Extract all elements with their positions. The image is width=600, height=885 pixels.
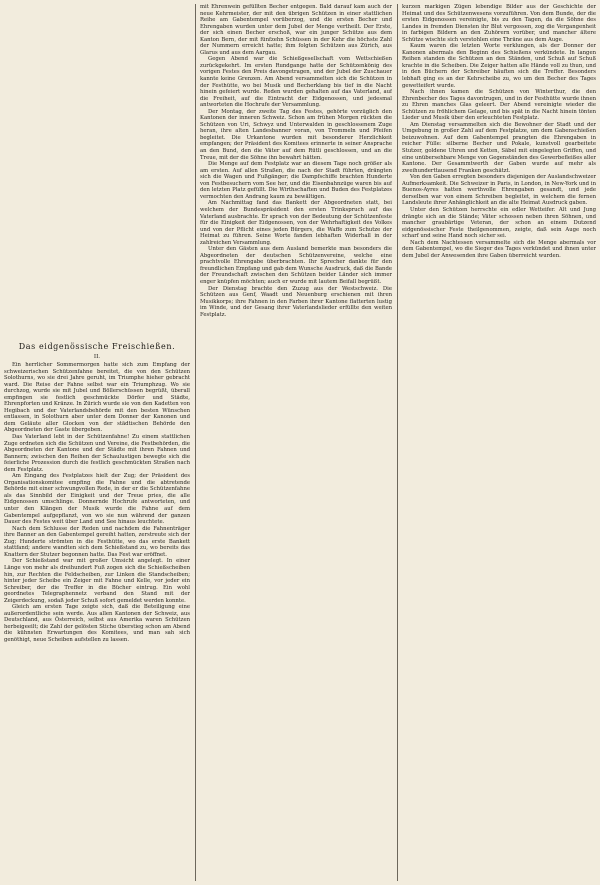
paragraph: kurzen markigen Zügen lebendige Bilder aus der Geschichte der Heimat und des Schützenwesens vorzuführen. Von dem Bunde, der die ersten Eidgenossen vereinigte, bis zu den Tagen, da die Söhne des Landes in fremden Diensten ihr Blut vergossen, zog die Vergangenheit in farbigen Bildern an den Zuhörern vorüber, und mancher ältere Schütze wischte sich verstohlen eine Thräne aus dem Auge. bbox=[402, 4, 596, 43]
column-middle bbox=[200, 4, 392, 881]
paragraph: Der Dienstag brachte den Zuzug aus der Westschweiz. Die Schützen aus Genf, Waadt und Neuenburg erschienen mit ihren Musikkorps; ihre Fahnen in den Farben ihrer Kantone flatterten lustig im Winde, und der Gesang ihrer Vaterlandslieder erfüllte den weiten Festplatz. bbox=[200, 285, 392, 318]
column-right bbox=[402, 4, 596, 881]
paragraph: Unter den Gästen aus dem Ausland bemerkte man besonders die Abgeordneten der deutschen Schützenvereine, welche eine prachtvolle Ehrengabe überbrachten. Ihr Sprecher dankte für den freundlichen Empfang und gab dem Wunsche Ausdruck, daß die Bande der Freundschaft zwischen den Schützen beider Länder sich immer enger knüpfen möchten; auch er wurde mit lautem Beifall begrüßt. bbox=[200, 246, 392, 285]
paragraph: Gleich am ersten Tage zeigte sich, daß die Beteiligung eine außerordentliche sein werde. Aus allen Kantonen der Schweiz, aus Deutschland, aus Österreich, selbst aus Amerika waren Schützen herbeigeeilt; die Zahl der gelösten Stiche überstieg schon am Abend die kühnsten Erwartungen des Komitees, und man sah sich genöthigt, neue Scheiben aufstellen zu lassen. bbox=[4, 604, 190, 643]
paragraph: Nach dem Nachtessen versammelte sich die Menge abermals vor dem Gabentempel, wo die Sieger des Tages verkündet und ihnen unter dem Jubel der Anwesenden ihre Gaben überreicht wurden. bbox=[402, 239, 596, 259]
column-divider bbox=[397, 4, 398, 881]
paragraph: Nach ihnen kamen die Schützen von Winterthur, die den Ehrenbecher des Tages davontrugen, und in der Festhütte wurde ihnen zu Ehren manches Glas geleert. Der Abend vereinigte wieder die Schützen zu fröhlichem Gelage, und bis spät in die Nacht hinein tönten Lieder und Musik über den erleuchteten Festplatz. bbox=[402, 89, 596, 122]
paragraph: Unter den Schützen herrschte ein edler Wetteifer. Alt und Jung drängte sich an die Stände; Väter schossen neben ihren Söhnen, und mancher graubärtige Veteran, der schon an einem Dutzend eidgenössischer Feste theilgenommen, zeigte, daß sein Auge noch scharf und seine Hand noch sicher sei. bbox=[402, 206, 596, 240]
paragraph: mit Ehrenwein gefüllten Becher entgegen. Bald darauf kam auch der neue Kehrmeister, der mit den übrigen Schützen in einer stattlichen Reihe am Gabentempel vorüberzog, und die ersten Becher und Ehrengaben wurden unter dem Jubel der Menge vertheilt. Der Erste, der sich einen Becher erschoß, war ein junger Schütze aus dem Kanton Bern, der mit fünfzehn Schüssen in der Kehr die höchste Zahl der Nummern erreicht hatte; ihm folgten Schützen aus Zürich, aus Glarus und aus dem Aargau. bbox=[200, 4, 392, 56]
article-part-number: II. bbox=[93, 354, 101, 360]
paragraph: Die Menge auf dem Festplatz war an diesem Tage noch größer als am ersten. Auf allen Straßen, die nach der Stadt führten, drängten sich die Wagen und Fußgänger; die Dampfschiffe brachten Hunderte von Festbesuchern vom See her, und die Eisenbahnzüge waren bis auf den letzten Platz gefüllt. Die Wirthschaften und Buden des Festplatzes vermochten den Andrang kaum zu bewältigen. bbox=[200, 161, 392, 200]
paragraph: Gegen Abend war die Schießgesellschaft vom Wettschießen zurückgekehrt. Im ersten Rundgange hatte der Schützenkönig des vorigen Festes den Preis davongetragen, und der Jubel der Zuschauer kannte keine Grenzen. Am Abend versammelten sich die Schützen in der Festhütte, wo bei Musik und Becherklang bis tief in die Nacht hinein gefeiert wurde. Reden wurden gehalten auf das Vaterland, auf die Freiheit, auf die Eintracht der Eidgenossen, und jedesmal antworteten die Hochrufe der Versammlung. bbox=[200, 56, 392, 109]
paragraph: Der Schießstand war mit großer Umsicht angelegt. In einer Länge von mehr als dreihundert Fuß zogen sich die Schießscheiben hin, zur Rechten die Feldscheiben, zur Linken die Standscheiben; hinter jeder Scheibe ein Zeiger mit Fahne und Kelle, vor jeder ein Schreiber, der die Treffer in die Bücher eintrug. Ein wohl geordnetes Telegraphennetz verband den Stand mit der Zeigerdeckung, sodaß jeder Schuß sofort gemeldet werden konnte. bbox=[4, 558, 190, 604]
paragraph: Kaum waren die letzten Worte verklungen, als der Donner der Kanonen abermals den Beginn des Schießens verkündete. In langen Reihen standen die Schützen an den Ständen, und Schuß auf Schuß krachte in die Scheiben. Die Zeiger hatten alle Hände voll zu thun, und in den Büchern der Schreiber häuften sich die Treffer. Besonders lebhaft ging es an der Kehrscheibe zu, wo um den Becher des Tages gewetteifert wurde. bbox=[402, 43, 596, 89]
paragraph: Nach dem Schlusse der Reden und nachdem die Fahnenträger ihre Banner an den Gabentempel gereiht hatten, zerstreute sich der Zug; Hunderte strömten in die Festhütte, wo das erste Bankett stattfand; andere wandten sich dem Schießstand zu, wo bereits das Knattern der Stutzer begonnen hatte. Das Fest war eröffnet. bbox=[4, 525, 190, 558]
column-divider bbox=[195, 4, 196, 881]
paragraph: Ein herrlicher Sommermorgen hatte sich zum Empfang der schweizerischen Schützenfahne bereitet, die von den Schützen Solothurns, wo sie drei Jahre geruht, im Triumphe hieher gebracht ward. Die Reise der Fahne selbst war ein Triumphzug. Wo sie durchzog, wurde sie mit Jubel und Böllerschüssen begrüßt, überall empfingen sie festlich geschmückte Dörfer und Städte, Ehrenpforten und Kränze. In Zürich wurde sie von den Kadetten von Hegibach und der Vaterlandsbehörde mit den besten Wünschen entlassen, in Solothurn aber unter dem Donner der Kanonen und dem Geläute aller Glocken von der städtischen Behörde den Abgeordneten der Gaste übergeben. bbox=[4, 362, 190, 434]
paragraph: Von den Gaben erregten besonders diejenigen der Auslandschweizer Aufmerksamkeit. Die Schweizer in Paris, in London, in New-York und in Buenos-Ayres hatten werthvolle Ehrengaben gesandt, und jede derselben war von einem Schreiben begleitet, in welchem die fernen Landsleute ihrer Anhänglichkeit an die alte Heimat Ausdruck gaben. bbox=[402, 174, 596, 207]
paragraph: Der Montag, der zweite Tag des Festes, gehörte vorzüglich den Kantonen der inneren Schweiz. Schon am frühen Morgen rückten die Schützen von Uri, Schwyz und Unterwalden in geschlossenem Zuge heran, ihre alten Landesbanner voran, von Trommeln und Pfeifen begleitet. Die Urkantone wurden mit besonderer Herzlichkeit empfangen; der Präsident des Komitees erinnerte in seiner Ansprache an den Bund, den die Väter auf dem Rütli geschlossen, und an die Treue, mit der die Söhne ihn bewahrt hätten. bbox=[200, 108, 392, 161]
paragraph: Am Nachmittag fand das Bankett der Abgeordneten statt, bei welchem der Bundespräsident den ersten Trinkspruch auf das Vaterland ausbrachte. Er sprach von der Bedeutung der Schützenfeste für die Einigkeit der Eidgenossen, von der Wehrhaftigkeit des Volkes und von der Pflicht eines jeden Bürgers, die Waffe zum Schutze der Heimat zu führen. Seine Worte fanden lebhaften Widerhall in der zahlreichen Versammlung. bbox=[200, 200, 392, 246]
paragraph: Am Eingang des Festplatzes hielt der Zug; der Präsident des Organisationskomitee empfing die Fahne und die abtretende Behörde mit einer schwungvollen Rede, in der er die Schützenfahne als das Sinnbild der Einigkeit und der Treue pries, die alle Eidgenossen umschlinge. Donnernde Hochrufe antworteten, und unter den Klängen der Musik wurde die Fahne auf dem Gabentempel aufgepflanzt, von wo sie nun während der ganzen Dauer des Festes weit über Land und See hinaus leuchtete. bbox=[4, 473, 190, 526]
paragraph: Am Dienstag versammelten sich die Bewohner der Stadt und der Umgebung in großer Zahl auf dem Festplatze, um dem Gabenschießen beizuwohnen. Auf dem Gabentempel prangten die Ehrengaben in reicher Fülle: silberne Becher und Pokale, kunstvoll gearbeitete Stutzer, goldene Uhren und Ketten, Säbel mit eingelegten Griffen, und eine unübersehbare Menge von Gegenständen des Gewerbefleißes aller Kantone. Der Gesammtwerth der Gaben wurde auf mehr als zweihunderttausend Franken geschätzt. bbox=[402, 121, 596, 174]
column-left bbox=[4, 4, 190, 881]
blank-top-area bbox=[4, 4, 190, 339]
article-headline: Das eidgenössische Freischießen. bbox=[18, 342, 176, 351]
paragraph: Das Vaterland lebt in der Schützenfahne! Zu einem stattlichen Zuge ordneten sich die Schützen und Vereine, die Festbehörden, die Abgeordneten der Kantone und der Städte mit ihren Fahnen und Bannern; zwischen den Reihen der Schaulustigen bewegte sich die feierliche Prozession durch die festlich geschmückten Straßen nach dem Festplatz. bbox=[4, 434, 190, 473]
